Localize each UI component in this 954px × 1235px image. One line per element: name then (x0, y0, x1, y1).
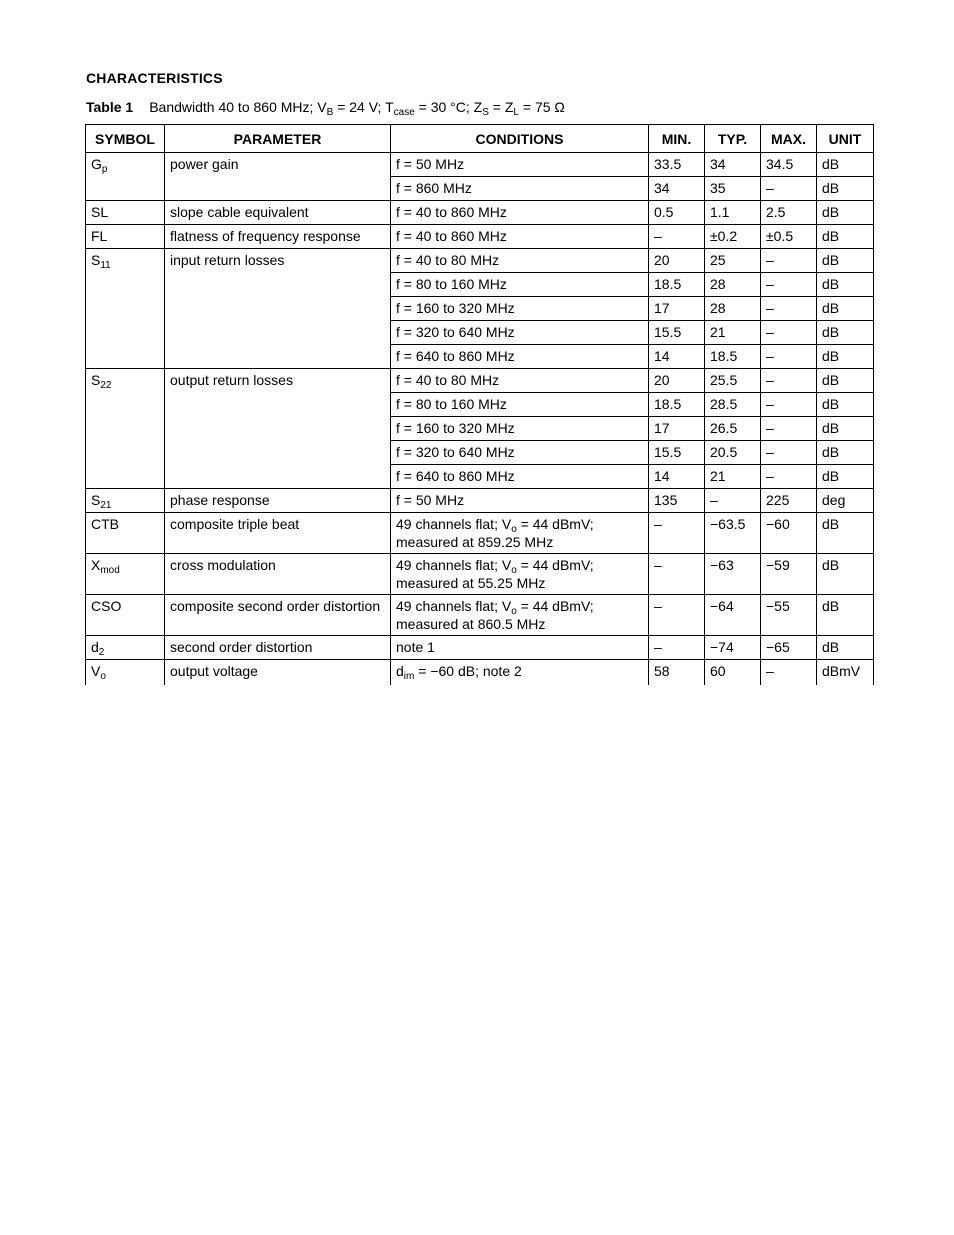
min-cell: 17 (649, 417, 705, 441)
table-row (86, 636, 874, 660)
min-cell: 14 (649, 345, 705, 369)
min-cell: 135 (649, 489, 705, 513)
max-cell: −55 (761, 595, 817, 636)
unit-cell: dB (817, 321, 874, 345)
symbol-cell: FL (86, 225, 165, 249)
unit-cell: dB (817, 273, 874, 297)
parameter-cell: composite triple beat (165, 513, 391, 554)
condition-cell: f = 50 MHz (391, 489, 649, 513)
unit-cell: dB (817, 201, 874, 225)
max-cell: – (761, 417, 817, 441)
parameter-cell: output return losses (165, 369, 391, 489)
typ-cell: 1.1 (705, 201, 761, 225)
min-cell: 20 (649, 369, 705, 393)
max-cell: – (761, 369, 817, 393)
unit-cell: dB (817, 554, 874, 595)
min-cell: 20 (649, 249, 705, 273)
table-row (86, 660, 874, 686)
max-cell: ±0.5 (761, 225, 817, 249)
min-cell: – (649, 225, 705, 249)
parameter-cell: input return losses (165, 249, 391, 369)
table-row (86, 225, 874, 249)
table-caption (86, 99, 565, 118)
header-typ: TYP. (705, 125, 761, 153)
max-cell: −59 (761, 554, 817, 595)
symbol-cell: CTB (86, 513, 165, 554)
table-label: Table 1 (86, 99, 134, 115)
max-cell: −60 (761, 513, 817, 554)
min-cell: 15.5 (649, 441, 705, 465)
typ-cell: 34 (705, 153, 761, 177)
symbol-cell: $S_{21}$ (86, 489, 165, 513)
table-row (86, 554, 874, 595)
max-cell: – (761, 441, 817, 465)
typ-cell: 28 (705, 273, 761, 297)
condition-cell: f = 860 MHz (391, 177, 649, 201)
typ-cell: −63.5 (705, 513, 761, 554)
unit-cell: dB (817, 441, 874, 465)
min-cell: – (649, 595, 705, 636)
min-cell: 15.5 (649, 321, 705, 345)
max-cell: 34.5 (761, 153, 817, 177)
unit-cell: dB (817, 595, 874, 636)
min-cell: 58 (649, 660, 705, 686)
parameter-cell: flatness of frequency response (165, 225, 391, 249)
table-row (86, 249, 874, 273)
condition-cell: f = 640 to 860 MHz (391, 345, 649, 369)
condition-cell: 49 channels flat; $V_o = 44$ dBmV; measured at 860.5 MHz (391, 595, 649, 636)
condition-cell: f = 320 to 640 MHz (391, 321, 649, 345)
parameter-cell: power gain (165, 153, 391, 201)
max-cell: – (761, 393, 817, 417)
unit-cell: dB (817, 297, 874, 321)
typ-cell: −63 (705, 554, 761, 595)
condition-cell: f = 320 to 640 MHz (391, 441, 649, 465)
min-cell: 0.5 (649, 201, 705, 225)
parameter-cell: phase response (165, 489, 391, 513)
min-cell: 18.5 (649, 273, 705, 297)
typ-cell: 26.5 (705, 417, 761, 441)
max-cell: – (761, 297, 817, 321)
min-cell: 17 (649, 297, 705, 321)
header-parameter: PARAMETER (165, 125, 391, 153)
max-cell: 225 (761, 489, 817, 513)
parameter-cell: second order distortion (165, 636, 391, 660)
header-max: MAX. (761, 125, 817, 153)
section-title: CHARACTERISTICS (86, 70, 223, 86)
min-cell: 14 (649, 465, 705, 489)
min-cell: – (649, 636, 705, 660)
condition-cell: f = 160 to 320 MHz (391, 417, 649, 441)
table-row (86, 201, 874, 225)
max-cell: – (761, 660, 817, 686)
max-cell: – (761, 345, 817, 369)
table-row (86, 369, 874, 393)
parameter-cell: composite second order distortion (165, 595, 391, 636)
min-cell: – (649, 554, 705, 595)
condition-cell: f = 160 to 320 MHz (391, 297, 649, 321)
typ-cell: 21 (705, 465, 761, 489)
condition-cell: f = 50 MHz (391, 153, 649, 177)
unit-cell: dB (817, 153, 874, 177)
max-cell: – (761, 321, 817, 345)
symbol-cell: SL (86, 201, 165, 225)
typ-cell: 35 (705, 177, 761, 201)
parameter-cell: output voltage (165, 660, 391, 686)
condition-cell: 49 channels flat; $V_o = 44$ dBmV; measured at 55.25 MHz (391, 554, 649, 595)
symbol-cell: $G_p$ (86, 153, 165, 201)
min-cell: 34 (649, 177, 705, 201)
characteristics-table (85, 124, 874, 685)
condition-cell: f = 40 to 80 MHz (391, 369, 649, 393)
unit-cell: deg (817, 489, 874, 513)
unit-cell: dB (817, 369, 874, 393)
condition-cell: f = 80 to 160 MHz (391, 273, 649, 297)
typ-cell: 28.5 (705, 393, 761, 417)
parameter-cell: cross modulation (165, 554, 391, 595)
symbol-cell: CSO (86, 595, 165, 636)
max-cell: – (761, 273, 817, 297)
symbol-cell: $S_{22}$ (86, 369, 165, 489)
condition-cell: f = 640 to 860 MHz (391, 465, 649, 489)
max-cell: – (761, 465, 817, 489)
condition-cell: f = 80 to 160 MHz (391, 393, 649, 417)
max-cell: – (761, 177, 817, 201)
min-cell: 33.5 (649, 153, 705, 177)
symbol-cell: $d_2$ (86, 636, 165, 660)
symbol-cell: $V_o$ (86, 660, 165, 686)
typ-cell: 20.5 (705, 441, 761, 465)
condition-cell: 49 channels flat; $V_o = 44$ dBmV; measured at 859.25 MHz (391, 513, 649, 554)
table-row (86, 513, 874, 554)
condition-cell: f = 40 to 80 MHz (391, 249, 649, 273)
header-row (86, 125, 874, 153)
typ-cell: 25.5 (705, 369, 761, 393)
table-row (86, 595, 874, 636)
symbol-cell: $X_{mod}$ (86, 554, 165, 595)
header-min: MIN. (649, 125, 705, 153)
header-conditions: CONDITIONS (391, 125, 649, 153)
unit-cell: dB (817, 393, 874, 417)
condition-cell: $d_{im} = -60$ dB; note 2 (391, 660, 649, 686)
unit-cell: dB (817, 417, 874, 441)
min-cell: – (649, 513, 705, 554)
max-cell: −65 (761, 636, 817, 660)
condition-cell: f = 40 to 860 MHz (391, 225, 649, 249)
unit-cell: dB (817, 345, 874, 369)
caption-text: Bandwidth 40 to 860 MHz; $V_B = 24$ V; $T_{case} = 30$ °C; $Z_S = Z_L = 75$ Ω (149, 99, 565, 118)
typ-cell: 25 (705, 249, 761, 273)
typ-cell: 28 (705, 297, 761, 321)
header-unit: UNIT (817, 125, 874, 153)
typ-cell: 21 (705, 321, 761, 345)
typ-cell: −74 (705, 636, 761, 660)
unit-cell: dB (817, 636, 874, 660)
unit-cell: dB (817, 513, 874, 554)
max-cell: 2.5 (761, 201, 817, 225)
min-cell: 18.5 (649, 393, 705, 417)
typ-cell: ±0.2 (705, 225, 761, 249)
header-symbol: SYMBOL (86, 125, 165, 153)
condition-cell: f = 40 to 860 MHz (391, 201, 649, 225)
unit-cell: dB (817, 225, 874, 249)
parameter-cell: slope cable equivalent (165, 201, 391, 225)
typ-cell: 18.5 (705, 345, 761, 369)
unit-cell: dB (817, 249, 874, 273)
unit-cell: dBmV (817, 660, 874, 686)
symbol-cell: $S_{11}$ (86, 249, 165, 369)
typ-cell: 60 (705, 660, 761, 686)
unit-cell: dB (817, 465, 874, 489)
condition-cell: note 1 (391, 636, 649, 660)
typ-cell: – (705, 489, 761, 513)
typ-cell: −64 (705, 595, 761, 636)
max-cell: – (761, 249, 817, 273)
unit-cell: dB (817, 177, 874, 201)
table-row (86, 489, 874, 513)
table-row (86, 153, 874, 177)
